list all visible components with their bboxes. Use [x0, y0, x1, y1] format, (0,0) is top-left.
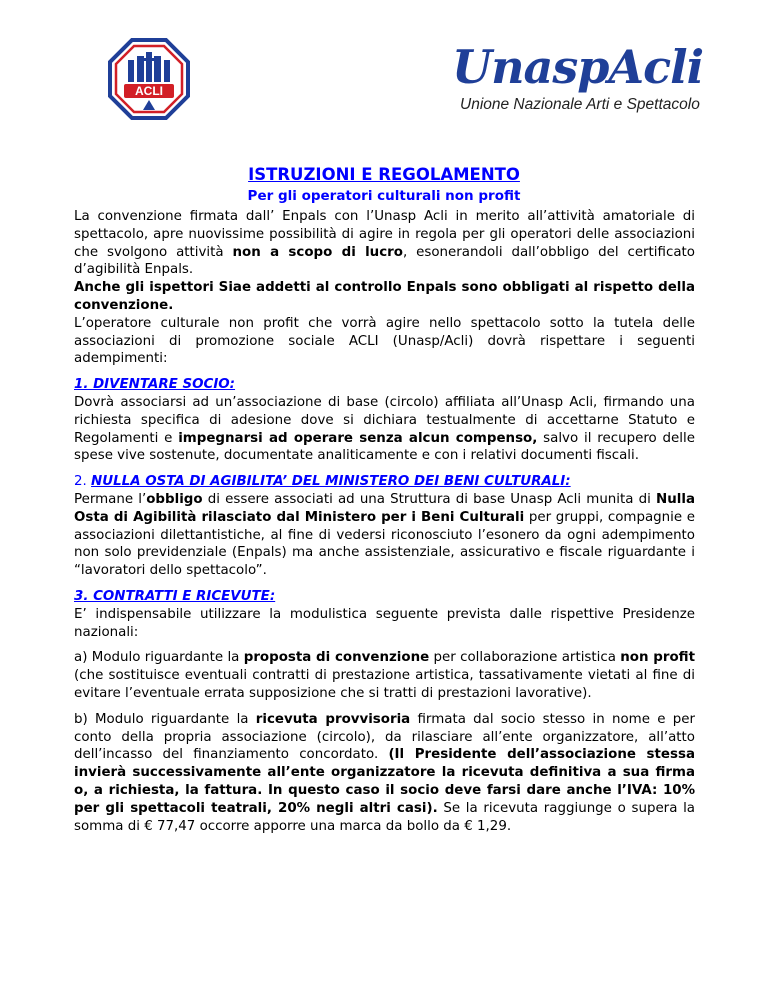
unasp-logo-wordmark: UnaspAcli — [452, 40, 704, 94]
intro-paragraph-2: Anche gli ispettori Siae addetti al controllo Enpals sono obbligati al rispetto della convenzione. — [74, 280, 695, 313]
section-3-intro: E’ indispensabile utilizzare la modulistica seguente prevista dalle rispettive Presidenze nazionali: — [74, 606, 695, 640]
intro-paragraph-3: L’operatore culturale non profit che vorrà agire nello spettacolo sotto la tutela delle associazioni di promozione sociale ACLI (Unasp/Acli) dovrà rispettare i seguenti adempimenti: — [74, 315, 695, 367]
unasp-logo-subtitle: Unione Nazionale Arti e Spettacolo — [460, 96, 700, 113]
unasp-acli-logo — [452, 40, 702, 120]
section-3-item-a: a) Modulo riguardante la proposta di convenzione per collaborazione artistica non profit (che sostituisce eventuali contratti di prestazione artistica, tassativamente vietati al fine di evitare l’eventuale errata supposizione che si tratti di prestazioni lavorative). — [74, 650, 695, 701]
section-3-item-b: b) Modulo riguardante la ricevuta provvisoria firmata dal socio stesso in nome e per conto della propria associazione (circolo), da rilasciare all’ente organizzatore, all’atto dell’incasso del finanziamento concordato. (Il Presidente dell’associazione stessa invierà successivamente all’ente organizzatore la ricevuta definitiva a sua firma o, a richiesta, la fattura. In questo caso il socio deve farsi dare anche l’IVA: 10% per gli spettacoli teatrali, 20% negli altri casi). Se la ricevuta raggiunge o supera la somma di € 77,47 occorre apporre una marca da bollo da € 1,29. — [74, 711, 696, 834]
document-subtitle: Per gli operatori culturali non profit — [247, 188, 521, 204]
acli-logo-text: ACLI — [135, 84, 163, 98]
section-3-heading: 3. CONTRATTI E RICEVUTE: — [74, 588, 276, 604]
section-1-heading: 1. DIVENTARE SOCIO: — [74, 377, 236, 393]
acli-logo — [108, 38, 190, 120]
section-2-body: Permane l’obbligo di essere associati ad una Struttura di base Unasp Acli munita di Nulla Osta di Agibilità rilasciato dal Ministero per i Beni Culturali per gruppi, compagnie e associazioni dilettantistiche, al fine di vedersi riconosciuto l’esonero da ogni adempimento non solo previdenziale (Enpals) ma anche assistenziale, assicurativo e fiscale riguardante i “lavoratori dello spettacolo”. — [74, 491, 695, 579]
section-2-heading: 2. NULLA OSTA DI AGIBILITA’ DEL MINISTERO DEI BENI CULTURALI: — [74, 474, 571, 490]
intro-paragraph-1: La convenzione firmata dall’ Enpals con l’Unasp Acli in merito all’attività amatoriale di spettacolo, apre nuovissime possibilità di agire in regola per gli operatori delle associazioni che svolgono attività non a scopo di lucro, esonerandoli dall’obbligo del certificato d’agibilità Enpals. — [74, 209, 695, 278]
document-body — [74, 208, 695, 835]
document-title: ISTRUZIONI E REGOLAMENTO — [248, 165, 520, 184]
section-1-body: Dovrà associarsi ad un’associazione di base (circolo) affiliata all’Unasp Acli, firmando una richiesta specifica di adesione dove si dichiara testualmente di accettarne Statuto e Regolamenti e impegnarsi ad operare senza alcun compenso, salvo il recupero delle spese vive sostenute, documentate analiticamente e con i relativi documenti fiscali. — [74, 394, 695, 464]
